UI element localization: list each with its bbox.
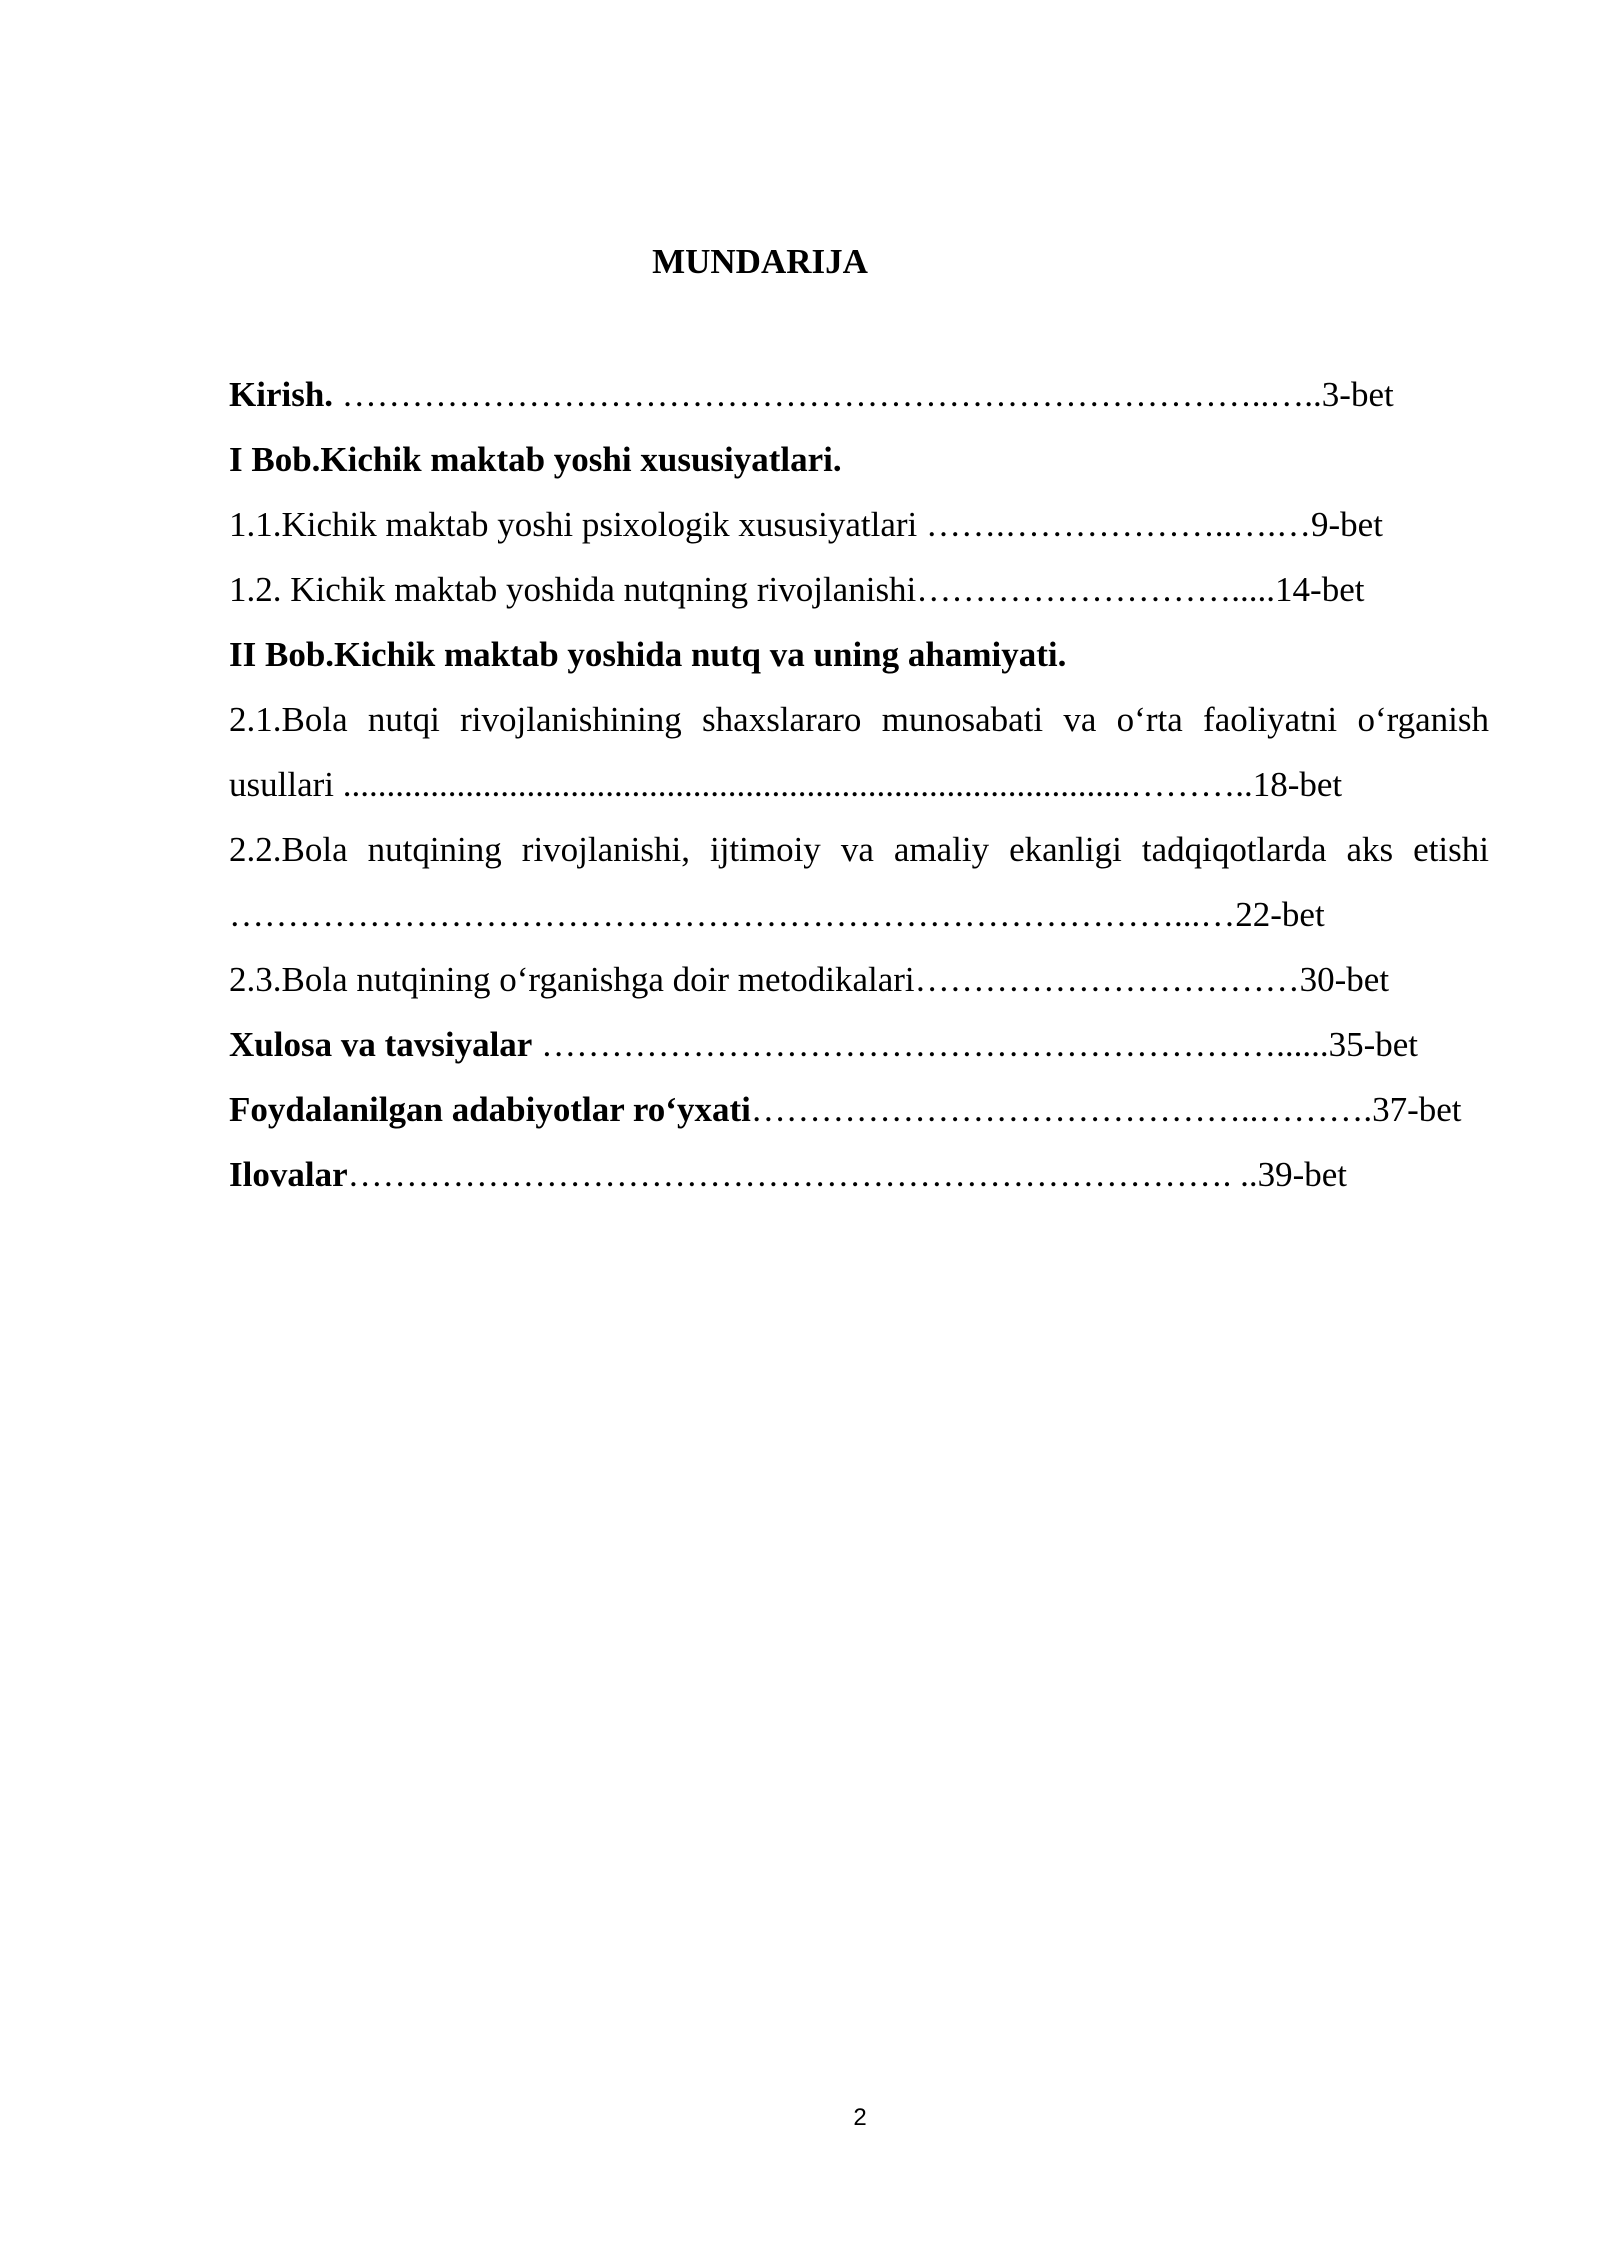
toc-entry-label: 1.1.Kichik maktab yoshi psixologik xususiyatlari bbox=[229, 505, 927, 544]
toc-entry-2-3 bbox=[229, 947, 1489, 1012]
toc-page-ref: 30-bet bbox=[1299, 960, 1390, 999]
toc-entry-label: 2.2.Bola nutqining rivojlanishi, ijtimoiy va amaliy ekanligi tadqiqotlarda aks etishi bbox=[229, 830, 1489, 869]
toc-page-ref: 3-bet bbox=[1321, 375, 1394, 414]
toc-page-ref: 37-bet bbox=[1372, 1090, 1462, 1129]
toc-entry-label: Kirish. bbox=[229, 375, 334, 414]
toc-entry-ilovalar bbox=[229, 1142, 1489, 1207]
toc-leader-dots: …………………………………………………………………. .. bbox=[347, 1155, 1258, 1194]
toc-entry-label: 2.3.Bola nutqining o‘rganishga doir metodikalari bbox=[229, 960, 915, 999]
toc-page-ref: 18-bet bbox=[1252, 765, 1343, 804]
toc-entry-adabiyotlar bbox=[229, 1077, 1489, 1142]
toc-chapter-2-heading bbox=[229, 622, 1489, 687]
toc-leader-dots: ..........................................................................................……….. bbox=[342, 765, 1253, 804]
toc-page-ref: 39-bet bbox=[1257, 1155, 1348, 1194]
toc-chapter-1-heading bbox=[229, 427, 1489, 492]
page-title: MUNDARIJA bbox=[652, 242, 868, 281]
toc-entry-2-2-line-1 bbox=[229, 817, 1489, 882]
toc-entry-2-1-line-2 bbox=[229, 752, 1489, 817]
toc-page-ref: 22-bet bbox=[1235, 895, 1325, 934]
toc-leader-dots: ………………………………………………………...... bbox=[532, 1025, 1329, 1064]
toc-leader-dots: ………………………..... bbox=[916, 570, 1276, 609]
toc-entry-xulosa bbox=[229, 1012, 1489, 1077]
toc-page-ref: 35-bet bbox=[1328, 1025, 1419, 1064]
toc-entry-2-1-line-1 bbox=[229, 687, 1489, 752]
toc-entry-1-1 bbox=[229, 492, 1489, 557]
toc-page-ref: 9-bet bbox=[1311, 505, 1383, 544]
toc-chapter-label: I Bob.Kichik maktab yoshi xususiyatlari. bbox=[229, 440, 842, 479]
toc-leader-dots: ………………………………………………………………………...… bbox=[229, 895, 1236, 934]
toc-entry-kirish bbox=[229, 362, 1489, 427]
toc-entry-1-2 bbox=[229, 557, 1489, 622]
toc-leader-dots: ……………………………………..………. bbox=[750, 1090, 1373, 1129]
toc-entry-label: Ilovalar bbox=[229, 1155, 348, 1194]
toc-leader-dots: …….………………..….… bbox=[926, 505, 1312, 544]
toc-entry-label: Foydalanilgan adabiyotlar ro‘yxati bbox=[229, 1090, 751, 1129]
toc-entry-label: 1.2. Kichik maktab yoshida nutqning rivojlanishi bbox=[229, 570, 917, 609]
toc-page-ref: 14-bet bbox=[1275, 570, 1365, 609]
toc-entry-label: 2.1.Bola nutqi rivojlanishining shaxslararo munosabati va o‘rta faoliyatni o‘rganish bbox=[229, 700, 1489, 739]
toc-entry-2-2-line-2 bbox=[229, 882, 1489, 947]
toc-entry-label: Xulosa va tavsiyalar bbox=[229, 1025, 533, 1064]
toc-leader-dots: …………………………… bbox=[914, 960, 1300, 999]
page-number: 2 bbox=[853, 2104, 867, 2131]
toc-entry-label-continued: usullari bbox=[229, 765, 343, 804]
toc-chapter-label: II Bob.Kichik maktab yoshida nutq va uning ahamiyati. bbox=[229, 635, 1067, 674]
table-of-contents bbox=[229, 362, 1489, 1207]
toc-leader-dots: ……………………………………………………………………..….. bbox=[333, 375, 1322, 414]
